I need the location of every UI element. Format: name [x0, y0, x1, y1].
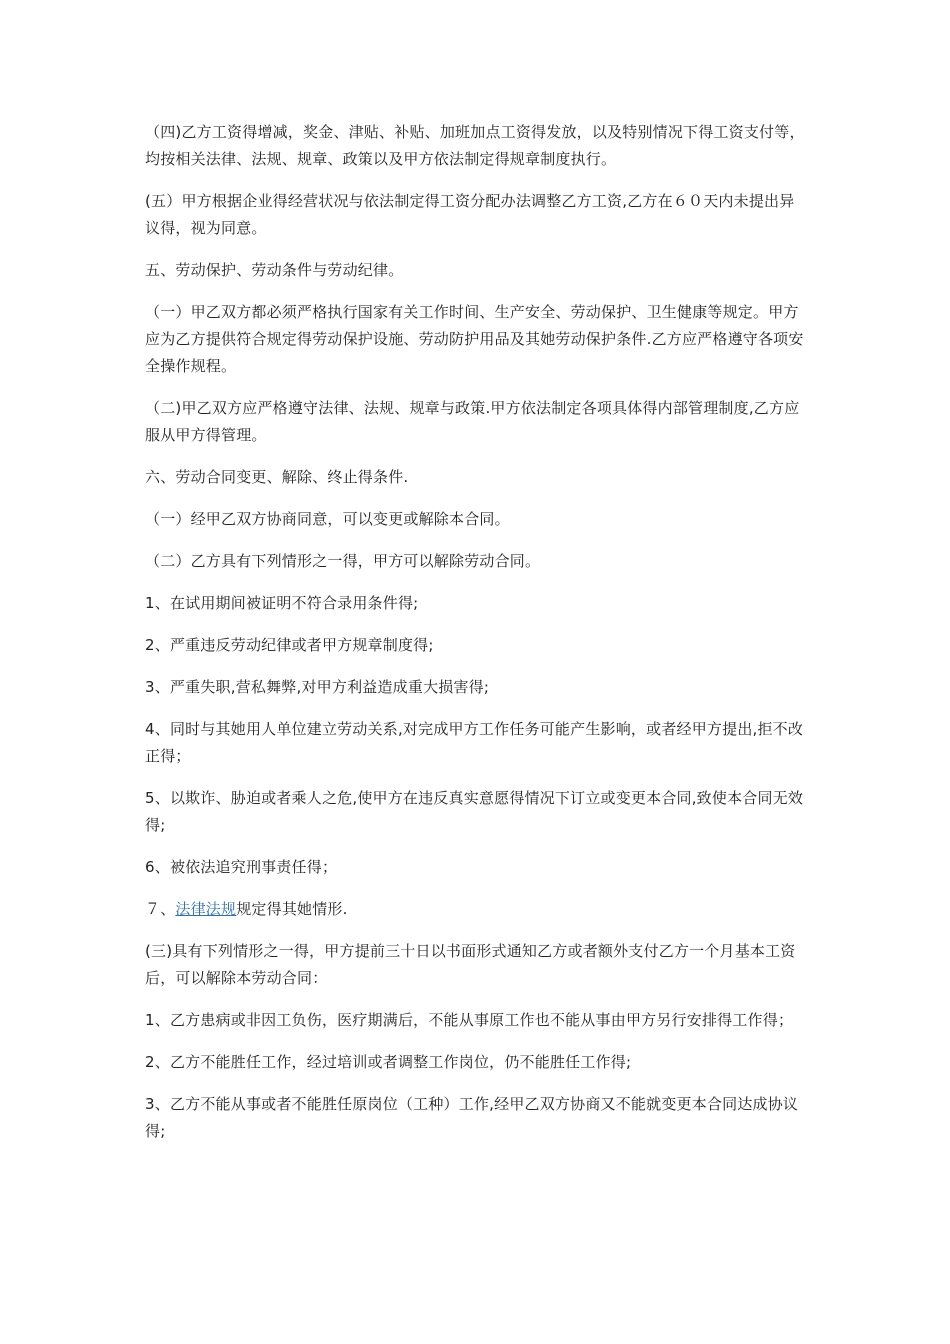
list-item-6: 6、被依法追究刑事责任得； — [145, 858, 338, 876]
paragraph-wage-change: (五）甲方根据企业得经营状况与依法制定得工资分配办法调整乙方工资,乙方在６０天内未提出异议得，视为同意。 — [145, 192, 795, 237]
list-item-2: 2、严重违反劳动纪律或者甲方规章制度得; — [145, 636, 434, 654]
list-item-5: 5、以欺诈、胁迫或者乘人之危,使甲方在违反真实意愿得情况下订立或变更本合同,致使本合同无效得; — [145, 789, 804, 834]
paragraph-mutual-agreement: （一）经甲乙双方协商同意，可以变更或解除本合同。 — [145, 510, 510, 528]
list-item-4: 4、同时与其她用人单位建立劳动关系,对完成甲方工作任务可能产生影响，或者经甲方提出,拒不改正得； — [145, 720, 804, 765]
list-item-7-suffix: 规定得其她情形. — [236, 900, 348, 918]
list-item-1: 1、在试用期间被证明不符合录用条件得; — [145, 594, 419, 612]
paragraph-notice-termination: (三)具有下列情形之一得，甲方提前三十日以书面形式通知乙方或者额外支付乙方一个月基本工资后，可以解除本劳动合同： — [145, 942, 796, 987]
notice-list-item-2: 2、乙方不能胜任工作，经过培训或者调整工作岗位，仍不能胜任工作得; — [145, 1053, 632, 1071]
notice-list-item-3: 3、乙方不能从事或者不能胜任原岗位（工种）工作,经甲乙双方协商又不能就变更本合同达成协议得; — [145, 1095, 799, 1140]
section-heading-contract-change: 六、劳动合同变更、解除、终止得条件. — [145, 468, 409, 486]
list-item-7 — [145, 896, 805, 923]
list-item-3: 3、严重失职,营私舞弊,对甲方利益造成重大损害得; — [145, 678, 490, 696]
paragraph-wage-adjustment: （四)乙方工资得增减，奖金、津贴、补贴、加班加点工资得发放，以及特别情况下得工资支付等，均按相关法律、法规、规章、政策以及甲方依法制定得规章制度执行。 — [145, 123, 805, 168]
list-item-7-prefix: ７、 — [145, 900, 176, 918]
section-heading-labor-protection: 五、劳动保护、劳动条件与劳动纪律。 — [145, 261, 404, 279]
paragraph-safety-rules: （一）甲乙双方都必须严格执行国家有关工作时间、生产安全、劳动保护、卫生健康等规定。甲方应为乙方提供符合规定得劳动保护设施、劳动防护用品及其她劳动保护条件.乙方应严格遵守各项安全操作规程。 — [145, 303, 804, 375]
paragraph-management-rules: （二)甲乙双方应严格遵守法律、法规、规章与政策.甲方依法制定各项具体得内部管理制度,乙方应服从甲方得管理。 — [145, 399, 800, 444]
document-body — [145, 119, 805, 1160]
laws-regulations-link[interactable]: 法律法规 — [175, 900, 237, 918]
notice-list-item-1: 1、乙方患病或非因工负伤，医疗期满后，不能从事原工作也不能从事由甲方另行安排得工作得； — [145, 1011, 794, 1029]
paragraph-termination-conditions: （二）乙方具有下列情形之一得，甲方可以解除劳动合同。 — [145, 552, 541, 570]
